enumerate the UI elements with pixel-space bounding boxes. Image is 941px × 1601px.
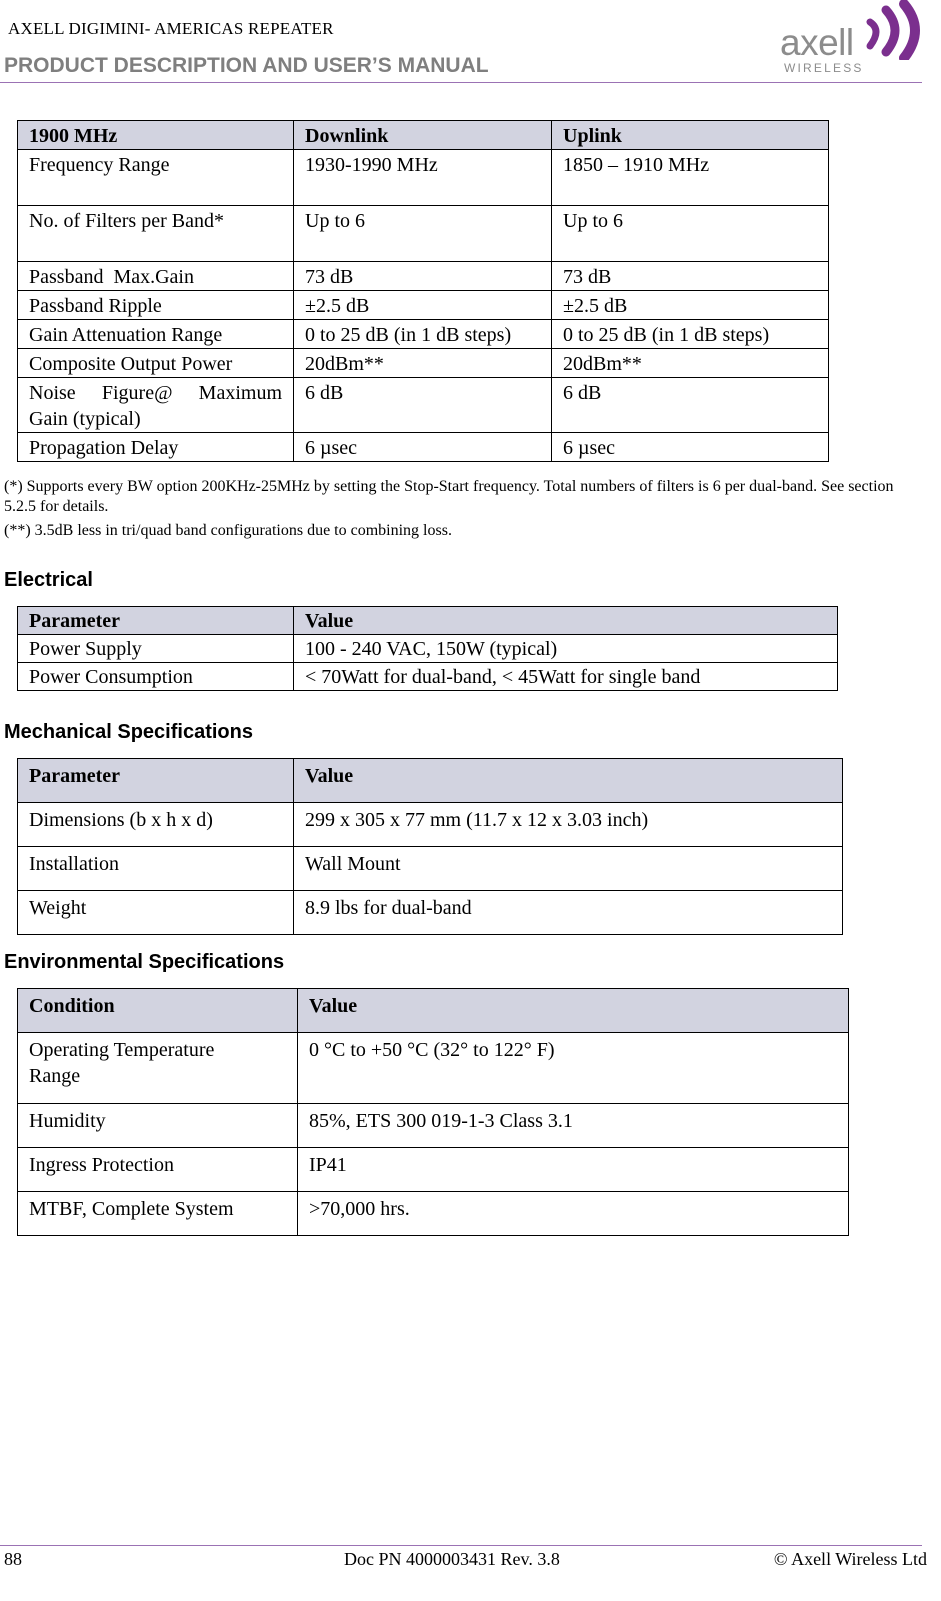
table-cell: Wall Mount <box>294 847 843 891</box>
table-row <box>18 262 829 291</box>
section-title-mechanical: Mechanical Specifications <box>4 721 253 743</box>
document-reference: Doc PN 4000003431 Rev. 3.8 <box>344 1549 560 1569</box>
table-cell: 1850 – 1910 MHz <box>552 150 829 206</box>
table-cell: Frequency Range <box>18 150 294 206</box>
table-row <box>18 635 838 663</box>
table-cell: Passband Max.Gain <box>18 262 294 291</box>
table-header-row <box>18 121 829 150</box>
table-header-cell: Condition <box>18 989 298 1033</box>
table-row <box>18 291 829 320</box>
table-header-cell: Value <box>294 759 843 803</box>
table-header-cell: Value <box>298 989 849 1033</box>
product-line-title: AXELL DIGIMINI- AMERICAS REPEATER <box>8 19 334 38</box>
table-cell: Ingress Protection <box>18 1148 298 1192</box>
table-cell: Weight <box>18 891 294 935</box>
table-cell: 6 dB <box>294 378 552 433</box>
table-row <box>18 320 829 349</box>
table-cell: 100 - 240 VAC, 150W (typical) <box>294 635 838 663</box>
logo-sub-text: WIRELESS <box>784 61 864 75</box>
table-cell: 299 x 305 x 77 mm (11.7 x 12 x 3.03 inch) <box>294 803 843 847</box>
table-row <box>18 1148 849 1192</box>
table-cell: Up to 6 <box>552 206 829 262</box>
table-cell: 1930-1990 MHz <box>294 150 552 206</box>
table-header-cell: Downlink <box>294 121 552 150</box>
table-cell: Dimensions (b x h x d) <box>18 803 294 847</box>
table-cell: 20dBm** <box>294 349 552 378</box>
logo-brand-text: axell <box>780 22 854 63</box>
table-cell: Passband Ripple <box>18 291 294 320</box>
table-cell: 73 dB <box>552 262 829 291</box>
footer-divider <box>0 1545 922 1546</box>
table-cell: Installation <box>18 847 294 891</box>
table-cell: 8.9 lbs for dual-band <box>294 891 843 935</box>
axell-logo-icon <box>864 0 930 60</box>
table-cell: 0 °C to +50 °C (32° to 122° F) <box>298 1033 849 1104</box>
manual-title: PRODUCT DESCRIPTION AND USER’S MANUAL <box>4 54 489 77</box>
table-cell: 73 dB <box>294 262 552 291</box>
table-cell: ±2.5 dB <box>294 291 552 320</box>
table-row <box>18 150 829 206</box>
section-title-electrical: Electrical <box>4 569 93 591</box>
table-cell: < 70Watt for dual-band, < 45Watt for single band <box>294 663 838 691</box>
table-header-row <box>18 989 849 1033</box>
table-cell: 0 to 25 dB (in 1 dB steps) <box>294 320 552 349</box>
table-row <box>18 1104 849 1148</box>
table-cell: 6 µsec <box>552 433 829 462</box>
table-cell: 6 dB <box>552 378 829 433</box>
table-row <box>18 803 843 847</box>
table-cell: Composite Output Power <box>18 349 294 378</box>
table-header-cell: 1900 MHz <box>18 121 294 150</box>
table-header-cell: Parameter <box>18 607 294 635</box>
table-row <box>18 1192 849 1236</box>
table-row <box>18 349 829 378</box>
table-cell: 0 to 25 dB (in 1 dB steps) <box>552 320 829 349</box>
table-cell: No. of Filters per Band* <box>18 206 294 262</box>
axell-wireless-logo <box>780 0 930 80</box>
page-number: 88 <box>4 1549 22 1569</box>
table-cell: Humidity <box>18 1104 298 1148</box>
mechanical-spec-table <box>17 758 843 935</box>
footnote-combining-loss: (**) 3.5dB less in tri/quad band configurations due to combining loss. <box>4 522 452 539</box>
section-title-environmental: Environmental Specifications <box>4 951 285 973</box>
environmental-spec-table <box>17 988 849 1236</box>
table-cell: Noise Figure@ Maximum Gain (typical) <box>18 378 294 433</box>
band-1900-spec-table <box>17 120 829 462</box>
table-cell: IP41 <box>298 1148 849 1192</box>
table-cell: >70,000 hrs. <box>298 1192 849 1236</box>
electrical-spec-table <box>17 606 838 691</box>
table-cell: 20dBm** <box>552 349 829 378</box>
table-header-row <box>18 607 838 635</box>
table-row <box>18 378 829 433</box>
table-cell: ±2.5 dB <box>552 291 829 320</box>
table-row <box>18 663 838 691</box>
table-cell: Up to 6 <box>294 206 552 262</box>
table-cell: Power Consumption <box>18 663 294 691</box>
footnote-filters: (*) Supports every BW option 200KHz-25MHz by setting the Stop-Start frequency. Total numbers of filters is 6 per dual-band. See section 5.2.5 for details. <box>4 478 894 515</box>
table-header-cell: Parameter <box>18 759 294 803</box>
table-row <box>18 891 843 935</box>
table-row <box>18 433 829 462</box>
table-cell: Operating Temperature Range <box>18 1033 298 1104</box>
table-row <box>18 847 843 891</box>
table-cell: Propagation Delay <box>18 433 294 462</box>
table-header-row <box>18 759 843 803</box>
copyright-notice: © Axell Wireless Ltd <box>773 1549 927 1569</box>
table-cell: 6 µsec <box>294 433 552 462</box>
table-row <box>18 206 829 262</box>
header-divider <box>0 82 922 83</box>
table-cell: MTBF, Complete System <box>18 1192 298 1236</box>
table-header-cell: Uplink <box>552 121 829 150</box>
table-cell: Power Supply <box>18 635 294 663</box>
table-header-cell: Value <box>294 607 838 635</box>
table-cell: 85%, ETS 300 019-1-3 Class 3.1 <box>298 1104 849 1148</box>
table-row <box>18 1033 849 1104</box>
table-cell: Gain Attenuation Range <box>18 320 294 349</box>
